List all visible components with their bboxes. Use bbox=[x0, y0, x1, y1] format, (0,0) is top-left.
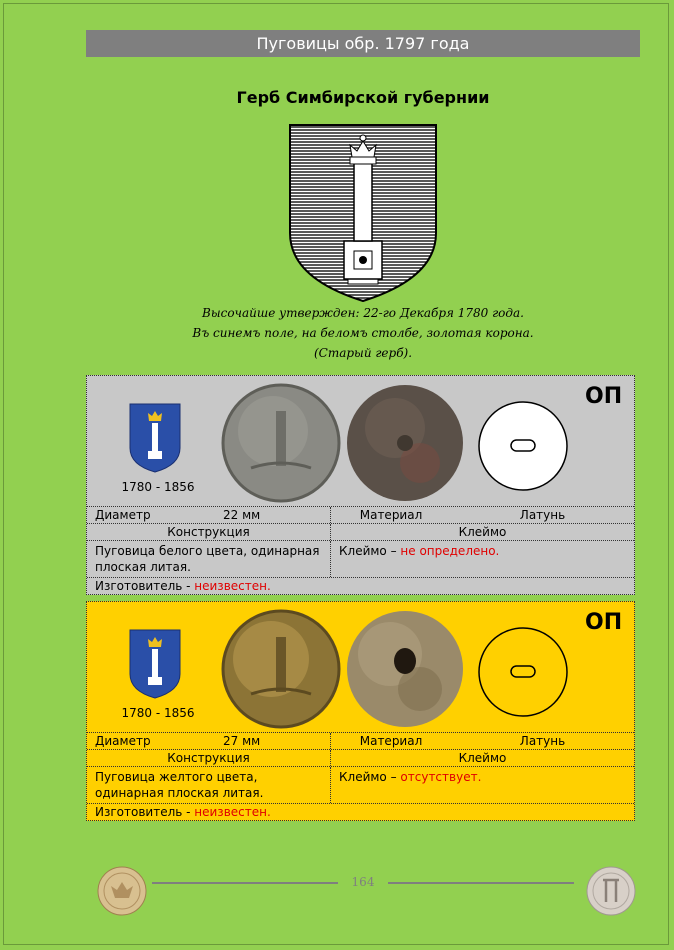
details-row bbox=[87, 540, 634, 577]
material-value: Латунь bbox=[519, 734, 566, 748]
header-title: Пуговицы обр. 1797 года bbox=[256, 34, 470, 53]
simbirsk-coat-of-arms-image bbox=[288, 123, 438, 303]
mark-value: не определено. bbox=[400, 544, 500, 558]
maker-value: неизвестен. bbox=[194, 805, 271, 819]
maker-row bbox=[87, 803, 634, 820]
footer-divider-left bbox=[152, 882, 338, 884]
badge-label: ОП bbox=[585, 610, 623, 635]
footer-eagle-button-icon bbox=[97, 866, 147, 916]
coat-description bbox=[86, 303, 640, 363]
maker-text bbox=[87, 804, 634, 820]
diameter-label: Диаметр bbox=[95, 508, 151, 522]
button-shank-diagram bbox=[477, 626, 569, 718]
mark-text bbox=[331, 541, 634, 577]
material-value: Латунь bbox=[519, 508, 566, 522]
button-back-photo bbox=[345, 609, 465, 729]
mark-prefix: Клеймо – bbox=[339, 770, 401, 784]
button-front-photo bbox=[221, 609, 341, 729]
specs-row bbox=[87, 732, 634, 749]
details-row bbox=[87, 766, 634, 803]
specs-row bbox=[87, 506, 634, 523]
maker-row bbox=[87, 577, 634, 594]
construction-text: Пуговица белого цвета, одинарная плоская литая. bbox=[87, 541, 331, 577]
maker-prefix: Изготовитель - bbox=[95, 579, 195, 593]
maker-prefix: Изготовитель - bbox=[95, 805, 195, 819]
mark-label: Клеймо bbox=[458, 751, 507, 765]
diameter-value: 27 мм bbox=[215, 733, 331, 749]
construction-label: Конструкция bbox=[87, 524, 331, 540]
description-line: Высочайше утвержден: 22-го Декабря 1780 года. bbox=[202, 306, 524, 320]
diameter-label: Диаметр bbox=[95, 734, 151, 748]
material-label: Материал bbox=[359, 508, 423, 522]
mark-value: отсутствует. bbox=[400, 770, 482, 784]
button-card-1 bbox=[86, 375, 635, 595]
page-number: 164 bbox=[351, 875, 375, 889]
maker-text bbox=[87, 578, 634, 594]
description-line: Въ синемъ поле, на беломъ столбе, золотая корона. bbox=[192, 326, 534, 340]
mini-coat-of-arms-icon bbox=[129, 629, 181, 699]
footer-divider-right bbox=[388, 882, 574, 884]
button-front-photo bbox=[221, 383, 341, 503]
button-card-2 bbox=[86, 601, 635, 821]
construction-label: Конструкция bbox=[87, 750, 331, 766]
diameter-value: 22 мм bbox=[215, 507, 331, 523]
mini-coat-of-arms-icon bbox=[129, 403, 181, 473]
mark-prefix: Клеймо – bbox=[339, 544, 401, 558]
mark-text bbox=[331, 767, 634, 803]
coat-title: Герб Симбирской губернии bbox=[236, 88, 490, 107]
maker-value: неизвестен. bbox=[194, 579, 271, 593]
footer-monogram-button-icon bbox=[586, 866, 636, 916]
years-label: 1780 - 1856 bbox=[121, 706, 195, 720]
material-label: Материал bbox=[359, 734, 423, 748]
badge-label: ОП bbox=[585, 384, 623, 409]
headings-row bbox=[87, 523, 634, 540]
button-back-photo bbox=[345, 383, 465, 503]
photo-row bbox=[87, 376, 634, 506]
button-shank-diagram bbox=[477, 400, 569, 492]
construction-text: Пуговица желтого цвета, одинарная плоская литая. bbox=[87, 767, 331, 803]
header-bar bbox=[86, 30, 640, 57]
description-line: (Старый герб). bbox=[313, 346, 413, 360]
photo-row bbox=[87, 602, 634, 732]
years-label: 1780 - 1856 bbox=[121, 480, 195, 494]
mark-label: Клеймо bbox=[458, 525, 507, 539]
headings-row bbox=[87, 749, 634, 766]
